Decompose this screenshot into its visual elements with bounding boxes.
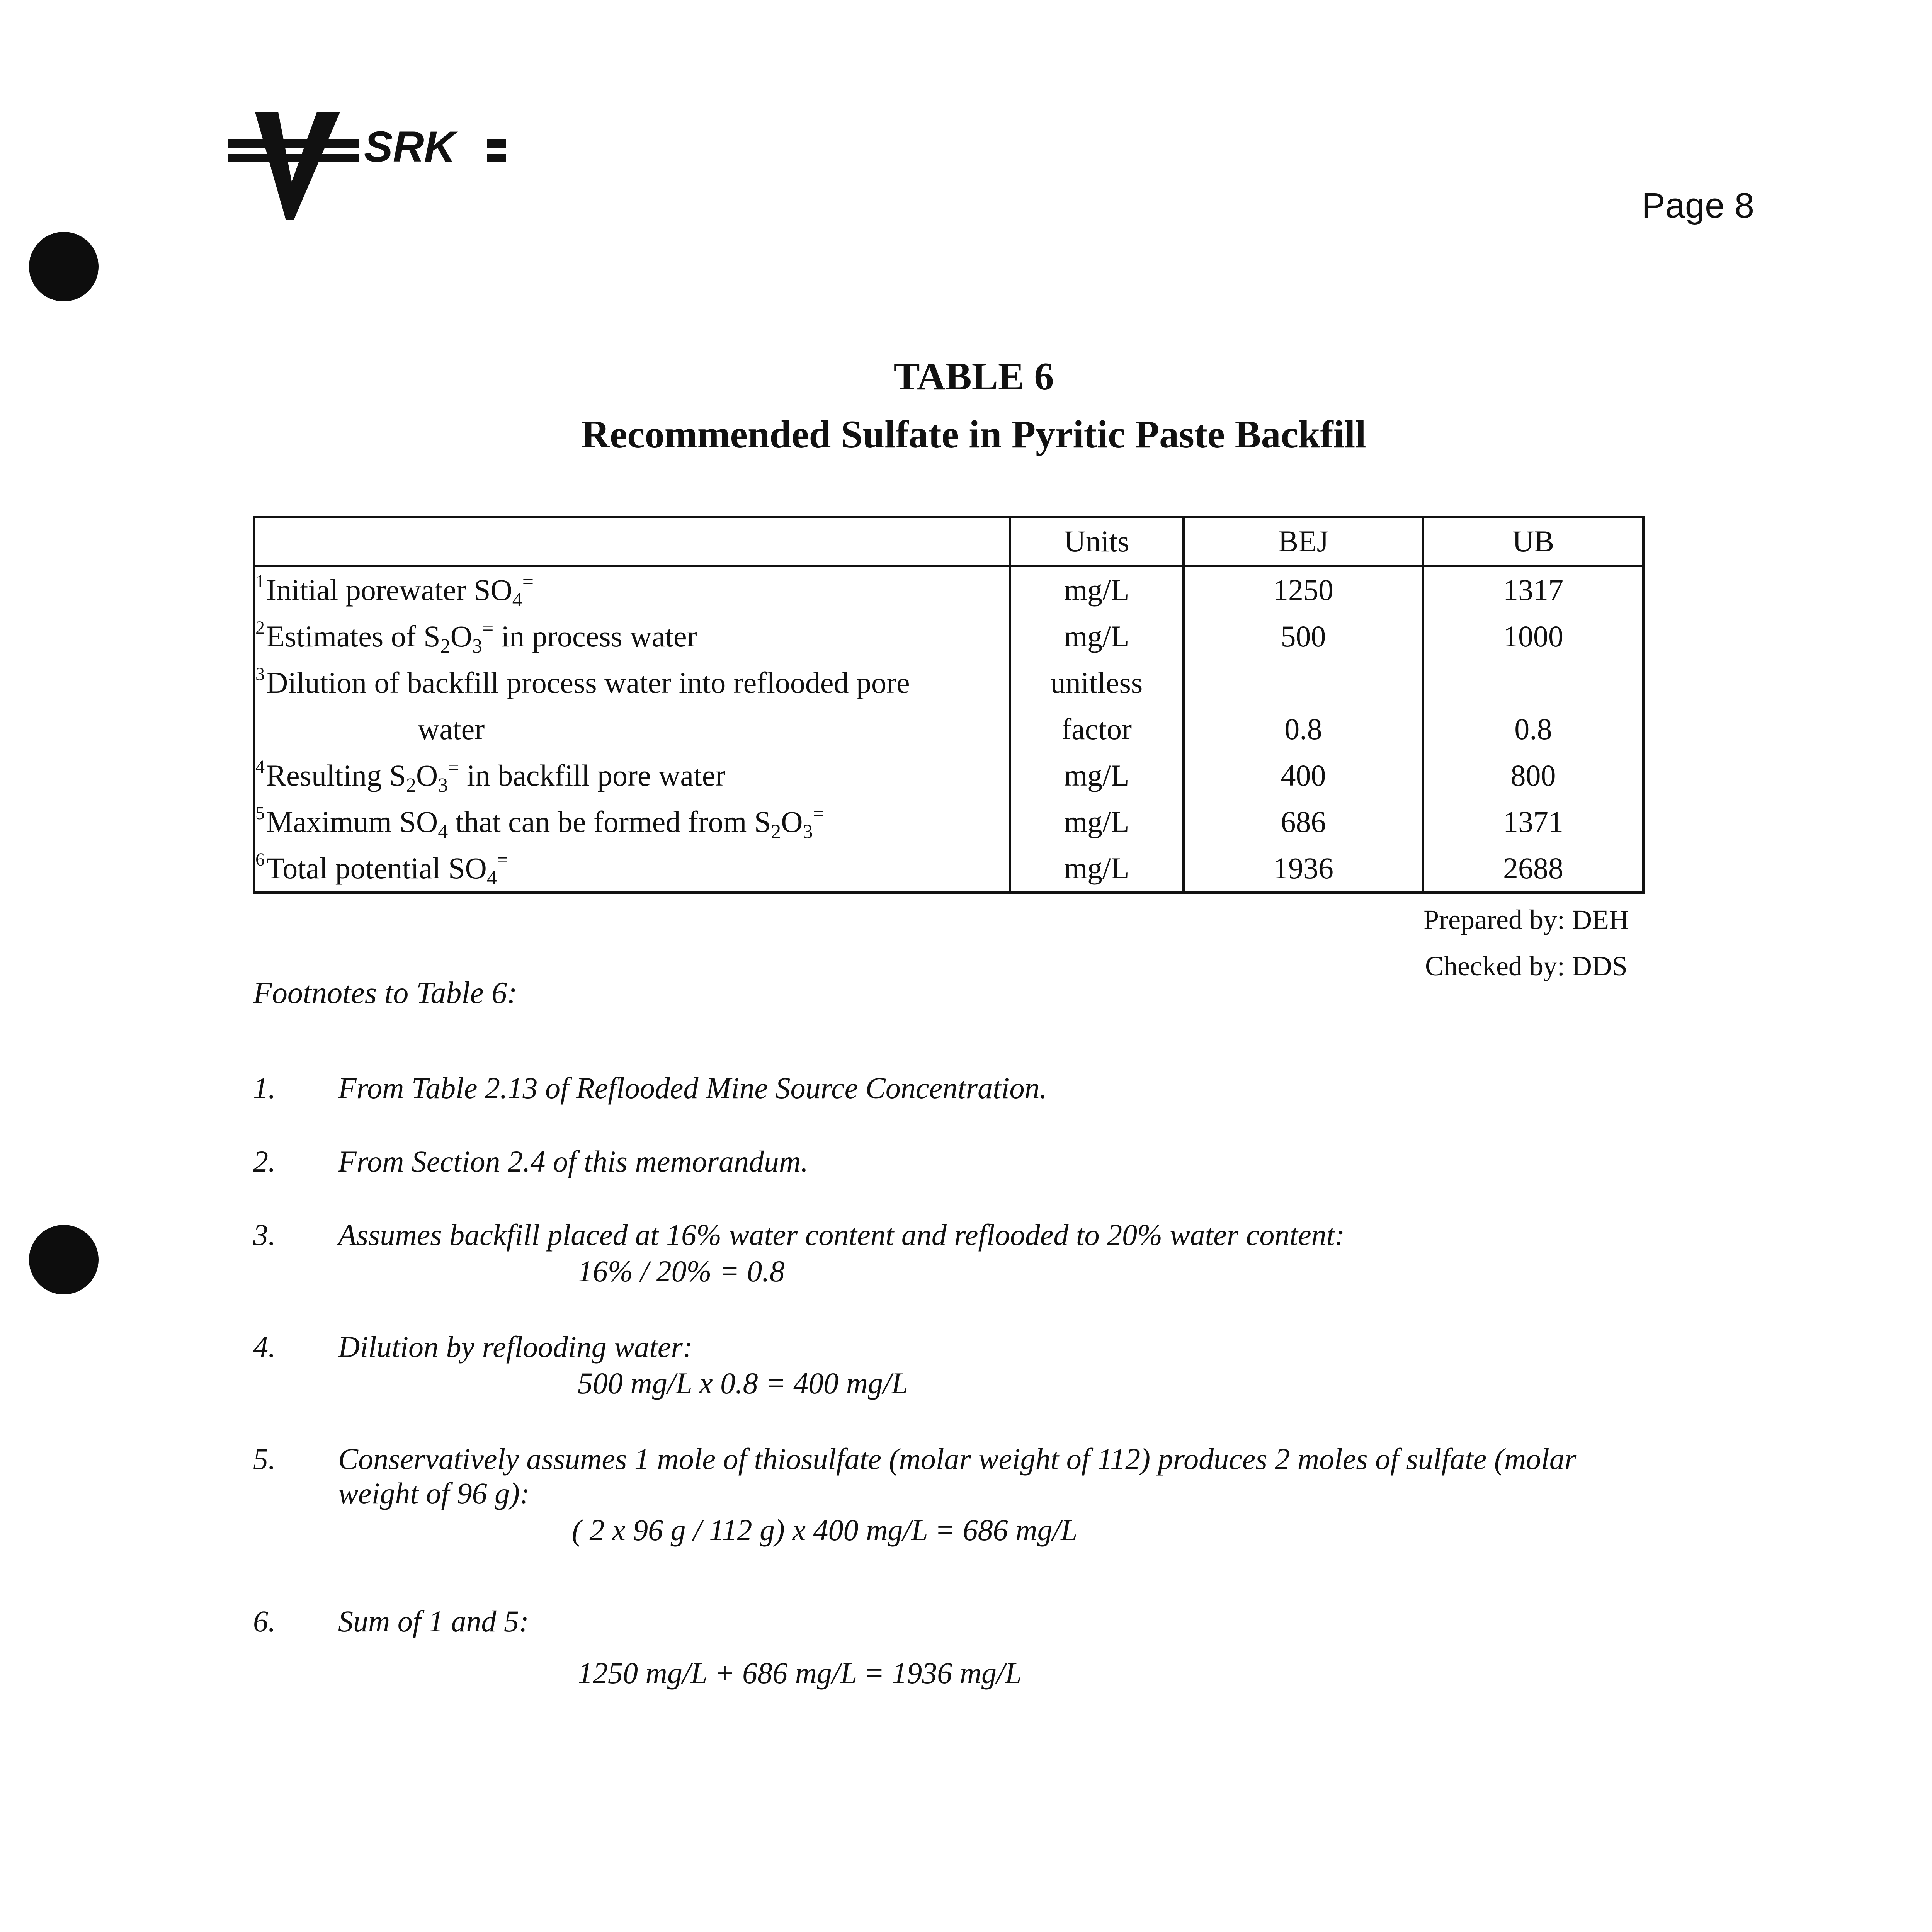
- table-title: Recommended Sulfate in Pyritic Paste Backfill: [581, 413, 1366, 456]
- table-number: TABLE 6: [893, 355, 1054, 398]
- cell-bej: 1250: [1184, 566, 1423, 613]
- row-parameter: [254, 752, 1010, 799]
- footnote-marker: 6: [255, 849, 265, 870]
- srk-logo: [228, 104, 506, 224]
- row-parameter: [254, 613, 1010, 660]
- footnote-formula: ( 2 x 96 g / 112 g) x 400 mg/L = 686 mg/L: [572, 1513, 1078, 1547]
- cell-bej: 400: [1184, 752, 1423, 799]
- cell-bej: 500: [1184, 613, 1423, 660]
- footnote-number: 2.: [253, 1145, 276, 1178]
- logo-text: SRK: [364, 122, 456, 171]
- cell-bej: 0.8: [1184, 706, 1423, 752]
- cell-bej: 686: [1184, 799, 1423, 845]
- table-row: [254, 706, 1643, 752]
- title-block: [0, 348, 1932, 464]
- footnote-formula: 500 mg/L x 0.8 = 400 mg/L: [578, 1366, 908, 1400]
- table-row: [254, 799, 1643, 845]
- cell-ub: 0.8: [1423, 706, 1643, 752]
- footnote-marker: 2: [255, 617, 265, 638]
- table-row: [254, 566, 1643, 613]
- footnote-formula: 16% / 20% = 0.8: [578, 1254, 785, 1288]
- cell-ub: 1317: [1423, 566, 1643, 613]
- cell-ub: 800: [1423, 752, 1643, 799]
- parameter-label: Dilution of backfill process water into reflooded pore: [266, 666, 910, 699]
- cell-units: mg/L: [1010, 845, 1184, 893]
- header-parameter: [254, 517, 1010, 566]
- parameter-label: water: [418, 712, 485, 746]
- binder-hole-middle: [29, 1225, 99, 1294]
- signoff: [1406, 896, 1646, 989]
- row-parameter: [254, 660, 1010, 706]
- footnote-number: 3.: [253, 1218, 276, 1252]
- parameter-label: Maximum $SO_4$ that can be formed from $S_2O_3^=$: [266, 803, 824, 843]
- sulfate-table: [253, 516, 1645, 894]
- prepared-by: Prepared by: DEH: [1423, 904, 1629, 935]
- cell-ub: 1000: [1423, 613, 1643, 660]
- cell-ub: [1423, 660, 1643, 706]
- header-units: Units: [1010, 517, 1184, 566]
- cell-units: factor: [1010, 706, 1184, 752]
- parameter-label: Initial porewater $SO_4^=$: [266, 571, 534, 611]
- footnote-text: From Table 2.13 of Reflooded Mine Source Concentration.: [338, 1071, 1047, 1105]
- cell-bej: [1184, 660, 1423, 706]
- table-row: [254, 752, 1643, 799]
- header-ub: UB: [1423, 517, 1643, 566]
- table-row: [254, 660, 1643, 706]
- table-header-row: [254, 517, 1643, 566]
- footnote-marker: 4: [255, 757, 265, 777]
- cell-ub: 2688: [1423, 845, 1643, 893]
- footnote-marker: 3: [255, 664, 265, 684]
- footnote-number: 4.: [253, 1330, 276, 1364]
- cell-units: mg/L: [1010, 566, 1184, 613]
- cell-units: mg/L: [1010, 752, 1184, 799]
- table-row: [254, 613, 1643, 660]
- parameter-label: Resulting $S_2O_3^=$ in backfill pore water: [266, 757, 726, 796]
- footnote-text: From Section 2.4 of this memorandum.: [338, 1145, 808, 1178]
- page-number: Page 8: [1641, 186, 1754, 225]
- footnote-text: Conservatively assumes 1 mole of thiosulfate (molar weight of 112) produces 2 moles of sulfate (molar: [338, 1442, 1577, 1476]
- checked-by: Checked by: DDS: [1425, 951, 1628, 981]
- footnotes-heading: Footnotes to Table 6:: [253, 976, 517, 1010]
- row-parameter: [254, 566, 1010, 613]
- row-parameter-continued: [254, 706, 1010, 752]
- binder-hole-top: [29, 232, 99, 301]
- footnote-number: 5.: [253, 1442, 276, 1476]
- cell-ub: 1371: [1423, 799, 1643, 845]
- header-bej: BEJ: [1184, 517, 1423, 566]
- cell-bej: 1936: [1184, 845, 1423, 893]
- cell-units: mg/L: [1010, 799, 1184, 845]
- footnote-formula: 1250 mg/L + 686 mg/L = 1936 mg/L: [578, 1656, 1022, 1690]
- cell-units: unitless: [1010, 660, 1184, 706]
- footnote-text: Dilution by reflooding water:: [338, 1330, 693, 1364]
- footnote-text-continued: weight of 96 g):: [338, 1476, 530, 1510]
- cell-units: mg/L: [1010, 613, 1184, 660]
- parameter-label: Estimates of $S_2O_3^=$ in process water: [266, 617, 697, 657]
- parameter-label: Total potential $SO_4^=$: [266, 849, 509, 889]
- footnote-marker: 5: [255, 803, 265, 823]
- footnote-number: 1.: [253, 1071, 276, 1105]
- footnote-number: 6.: [253, 1604, 276, 1638]
- row-parameter: [254, 845, 1010, 893]
- footnote-text: Assumes backfill placed at 16% water content and reflooded to 20% water content:: [338, 1218, 1345, 1252]
- footnote-text: Sum of 1 and 5:: [338, 1604, 529, 1638]
- row-parameter: [254, 799, 1010, 845]
- footnote-marker: 1: [255, 571, 265, 592]
- table-row: [254, 845, 1643, 893]
